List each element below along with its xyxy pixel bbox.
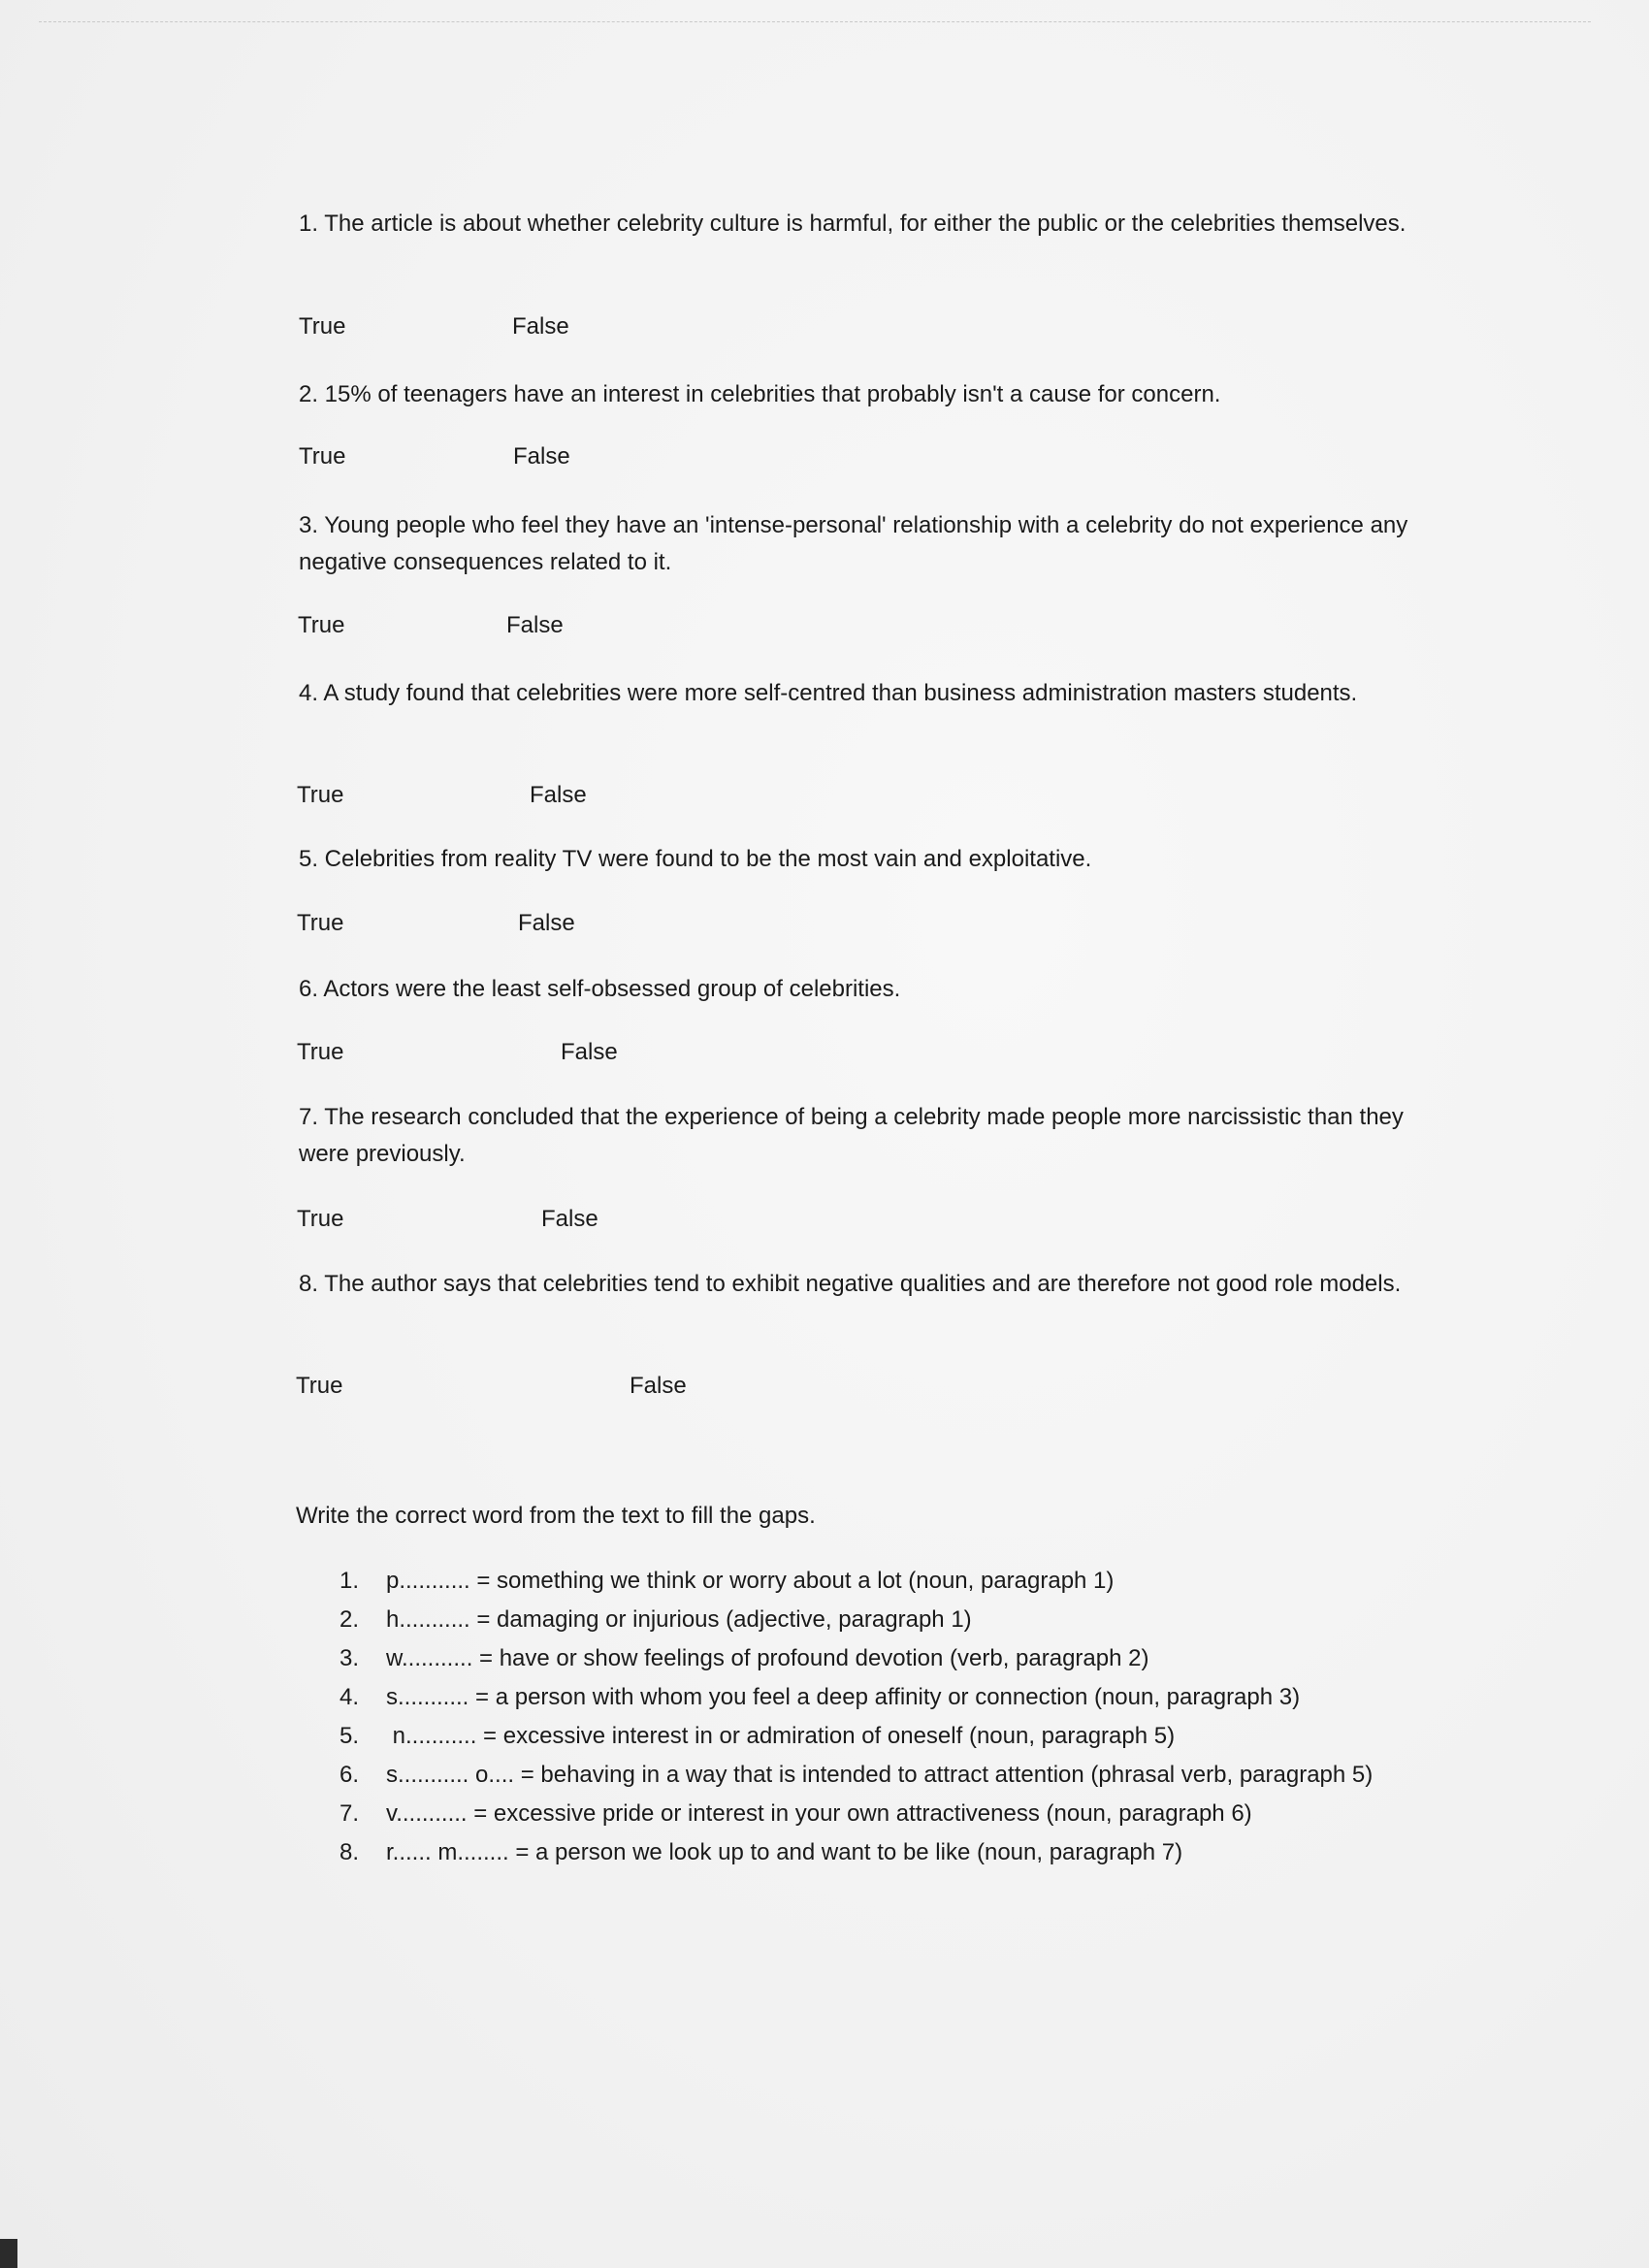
true-option[interactable]: True [297,1206,344,1232]
question-7: 7. The research concluded that the experience of being a celebrity made people more narcissistic than they were previously. [299,1104,1404,1167]
list-item [340,1833,1455,1872]
question-5: 5. Celebrities from reality TV were found to be the most vain and exploitative. [299,846,1092,872]
item-number: 4. [340,1684,360,1710]
list-item [340,1795,1455,1833]
item-text: v........... = excessive pride or interest in your own attractiveness (noun, paragraph 6) [386,1800,1252,1827]
item-text: p........... = something we think or worry about a lot (noun, paragraph 1) [386,1568,1115,1594]
list-item [340,1562,1455,1601]
question-3: 3. Young people who feel they have an 'intense-personal' relationship with a celebrity do not experience any negative consequences related to it. [299,512,1408,575]
true-option[interactable]: True [297,910,344,936]
false-option[interactable]: False [541,1206,598,1232]
item-text: h........... = damaging or injurious (adjective, paragraph 1) [386,1606,972,1633]
item-text: s........... o.... = behaving in a way that is intended to attract attention (phrasal verb, paragraph 5) [386,1762,1374,1788]
false-option[interactable]: False [530,782,587,808]
gap-fill-list [340,1562,1455,1872]
item-number: 5. [340,1723,360,1749]
question-8: 8. The author says that celebrities tend to exhibit negative qualities and are therefore not good role models. [299,1271,1402,1297]
scan-edge-mark [0,2239,17,2268]
list-item [340,1756,1455,1795]
false-option[interactable]: False [513,443,570,470]
item-number: 3. [340,1645,360,1671]
question-1: 1. The article is about whether celebrity culture is harmful, for either the public or the celebrities themselves. [299,211,1406,237]
false-option[interactable]: False [518,910,575,936]
list-item [340,1678,1455,1717]
item-text: n........... = excessive interest in or admiration of oneself (noun, paragraph 5) [386,1723,1176,1749]
true-option[interactable]: True [296,1373,343,1399]
question-4: 4. A study found that celebrities were more self-centred than business administration masters students. [299,680,1358,706]
item-text: w........... = have or show feelings of profound devotion (verb, paragraph 2) [386,1645,1149,1671]
true-option[interactable]: True [299,313,346,340]
question-6: 6. Actors were the least self-obsessed group of celebrities. [299,976,901,1002]
list-item [340,1717,1455,1756]
true-option[interactable]: True [298,612,345,638]
scan-border [39,21,1591,22]
item-text: s........... = a person with whom you feel a deep affinity or connection (noun, paragraph 3) [386,1684,1301,1710]
false-option[interactable]: False [561,1039,618,1065]
item-number: 8. [340,1839,360,1865]
item-number: 1. [340,1568,360,1594]
list-item [340,1601,1455,1639]
item-number: 6. [340,1762,360,1788]
item-number: 2. [340,1606,360,1633]
item-text: r...... m........ = a person we look up to and want to be like (noun, paragraph 7) [386,1839,1183,1865]
false-option[interactable]: False [512,313,569,340]
gap-fill-instruction: Write the correct word from the text to fill the gaps. [296,1503,816,1529]
question-2: 2. 15% of teenagers have an interest in celebrities that probably isn't a cause for concern. [299,381,1221,407]
true-option[interactable]: True [297,1039,344,1065]
false-option[interactable]: False [506,612,564,638]
false-option[interactable]: False [630,1373,687,1399]
true-option[interactable]: True [299,443,346,470]
true-option[interactable]: True [297,782,344,808]
list-item [340,1639,1455,1678]
item-number: 7. [340,1800,360,1827]
